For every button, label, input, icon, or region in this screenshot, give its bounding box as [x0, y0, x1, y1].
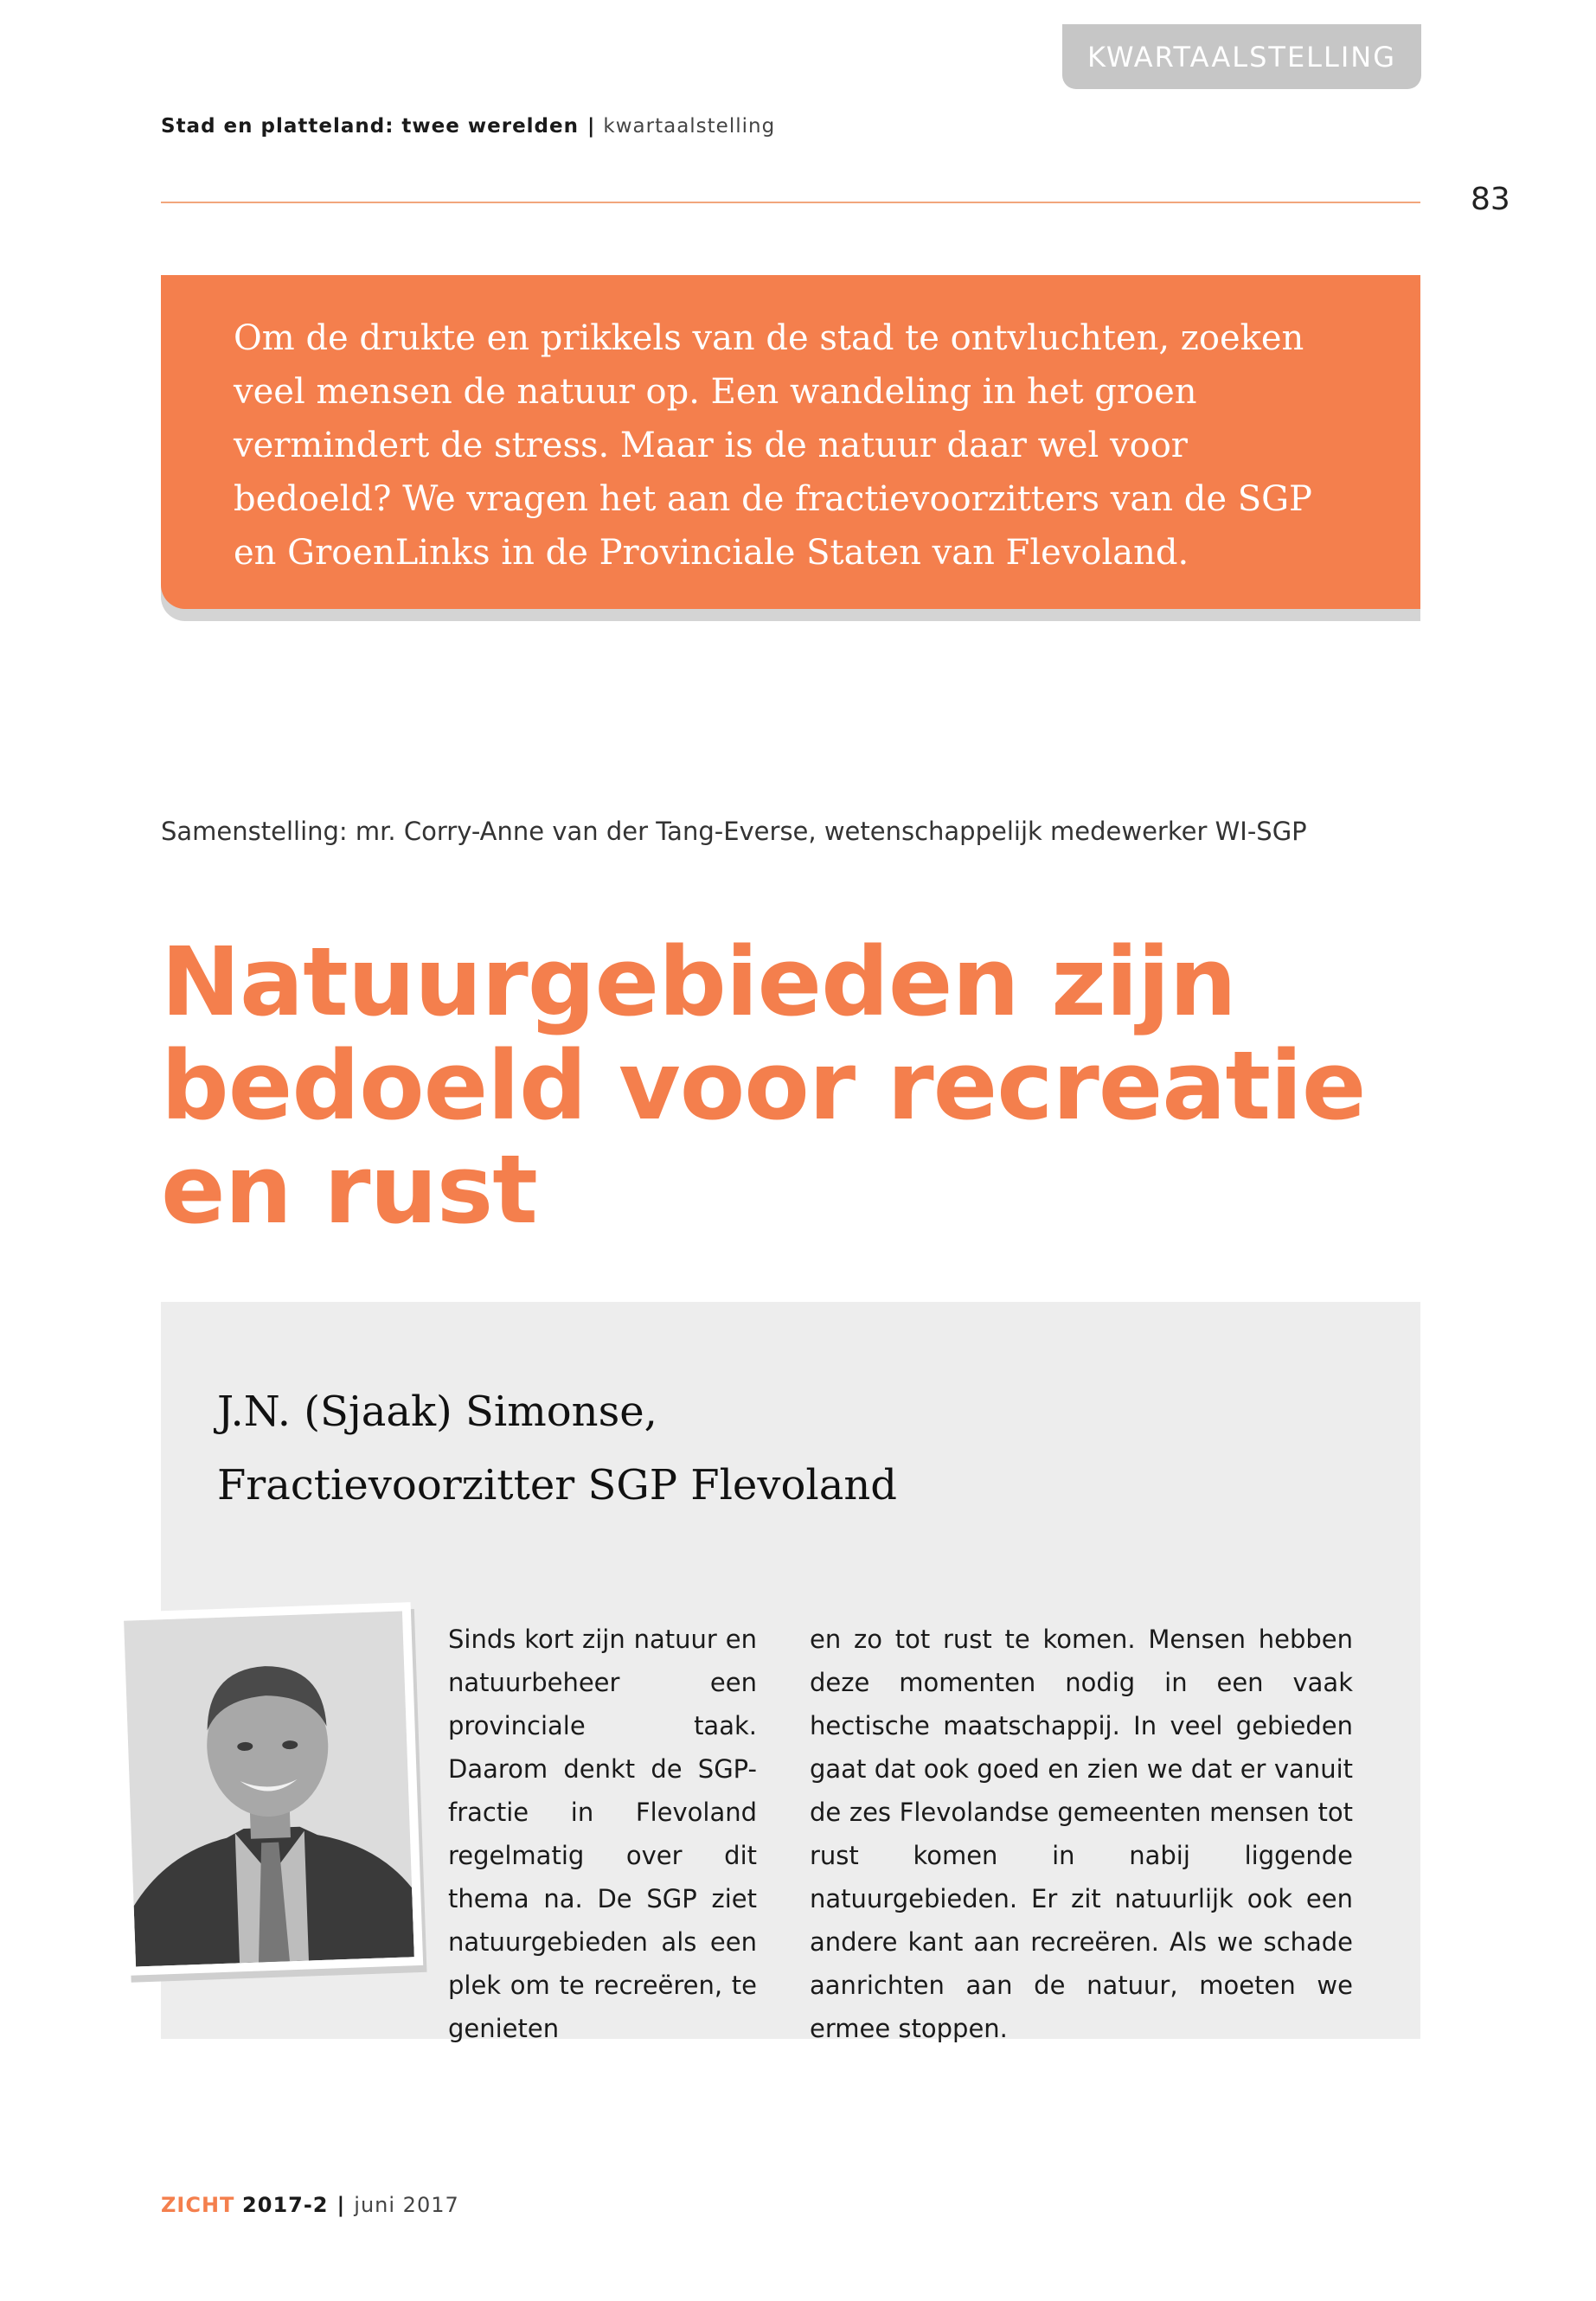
author-photo — [124, 1612, 414, 1967]
intro-box — [161, 275, 1420, 609]
headline-line-2: bedoeld voor recreatie — [161, 1030, 1366, 1141]
header-rule — [161, 202, 1420, 203]
headline-line-3: en rust — [161, 1134, 537, 1245]
footer-brand: ZICHT — [161, 2193, 235, 2217]
running-head — [161, 112, 775, 140]
author-block — [217, 1375, 897, 1522]
credit-line: Samenstelling: mr. Corry-Anne van der Tang-Everse, wetenschappelijk medewerker WI-SGP — [161, 817, 1307, 846]
author-name: J.N. (Sjaak) Simonse, — [217, 1388, 657, 1436]
footer-separator: | — [337, 2193, 346, 2217]
page-number: 83 — [1471, 182, 1510, 217]
page-footer — [161, 2193, 459, 2217]
footer-issue: 2017-2 — [242, 2193, 329, 2217]
running-title: Stad en platteland: twee werelden — [161, 115, 579, 138]
running-subtitle: kwartaalstelling — [603, 115, 776, 138]
intro-text: Om de drukte en prikkels van de stad te ontvluchten, zoeken veel mensen de natuur op. Een wandeling in het groen vermindert de stress. Maar is de natuur daar wel voor bedoeld? We vragen het aan de fractievoorzitters van de SGP en GroenLinks in de Provinciale Staten van Flevoland. — [234, 318, 1312, 573]
portrait-illustration — [124, 1612, 414, 1967]
body-column-1: Sinds kort zijn natuur en natuurbeheer een provinciale taak. Daarom denkt de SGP-fractie in Flevoland regelmatig over dit thema na. De SGP ziet natuurgebieden als een plek om te recreëren, te genieten — [448, 1625, 757, 2043]
body-column-2: en zo tot rust te komen. Mensen hebben deze momenten nodig in een vaak hectische maatschappij. In veel gebieden gaat dat ook goed en zien we dat er vanuit de zes Flevolandse gemeenten mensen tot rust komen in nabij liggende natuurgebieden. Er zit natuurlijk ook een andere kant aan recreëren. Als we schade aanrichten aan de natuur, moeten we ermee stoppen. — [810, 1625, 1353, 2043]
footer-date: juni 2017 — [354, 2193, 459, 2217]
section-tab: KWARTAALSTELLING — [1062, 24, 1421, 89]
author-photo-frame — [115, 1602, 423, 1976]
author-role: Fractievoorzitter SGP Flevoland — [217, 1461, 897, 1509]
running-head-separator: | — [587, 115, 595, 138]
headline-line-1: Natuurgebieden zijn — [161, 926, 1236, 1037]
article-headline — [161, 926, 1420, 1245]
